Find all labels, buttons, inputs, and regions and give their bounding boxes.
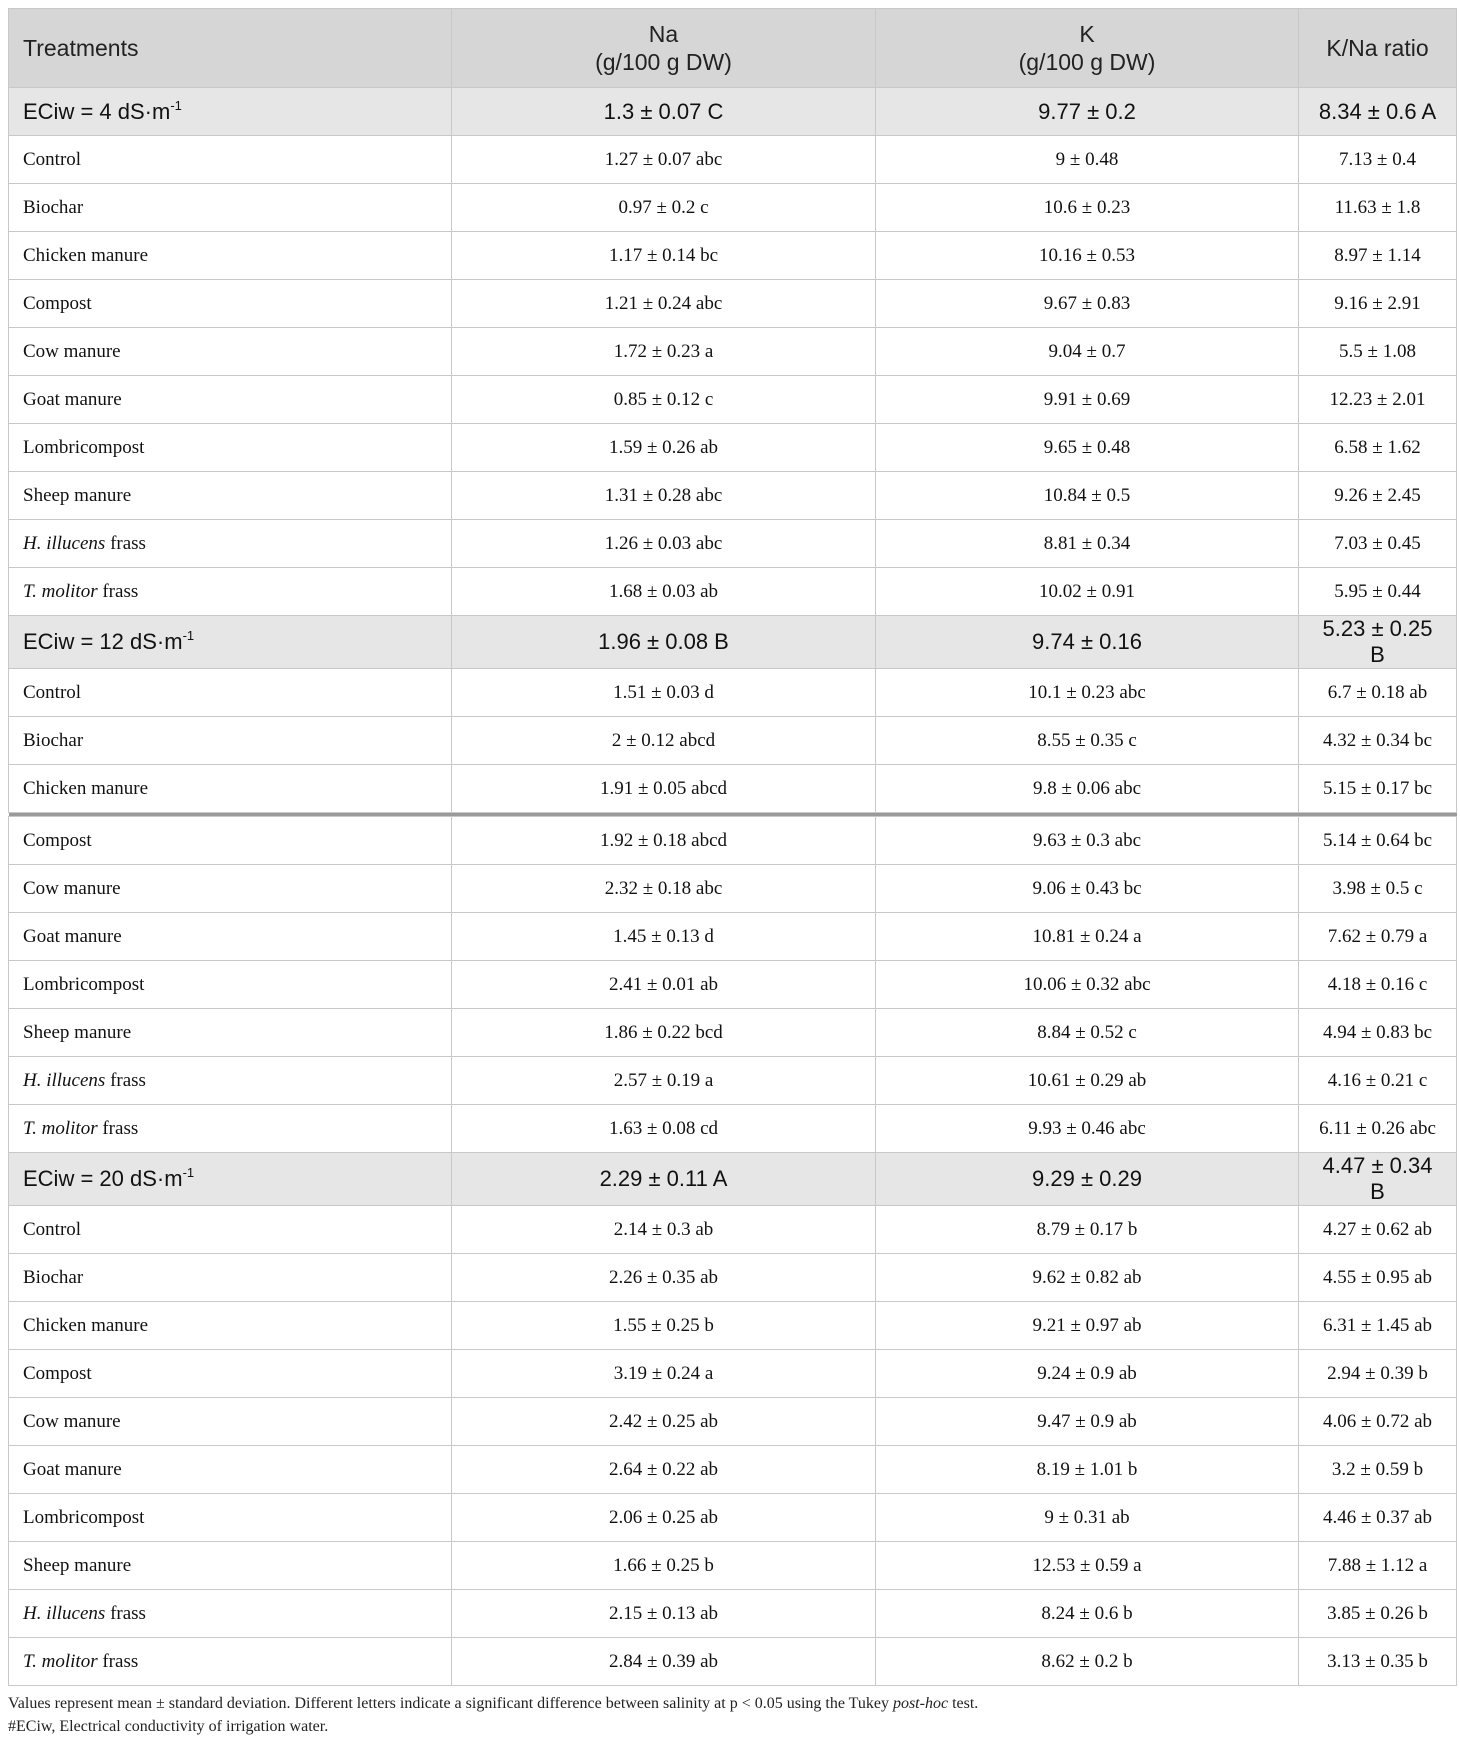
na-value: 1.66 ± 0.25 b bbox=[452, 1542, 876, 1590]
treatment-name bbox=[9, 520, 452, 568]
treatment-name-suffix: frass bbox=[97, 1117, 139, 1139]
k-value: 9.62 ± 0.82 ab bbox=[876, 1254, 1299, 1302]
treatment-name-text: Biochar bbox=[23, 729, 84, 751]
treatment-name-suffix: frass bbox=[105, 1602, 146, 1624]
group-ratio-value: 4.47 ± 0.34 B bbox=[1299, 1153, 1457, 1206]
treatment-name-text: Biochar bbox=[23, 1266, 84, 1288]
treatment-name-text: Sheep manure bbox=[23, 1554, 132, 1576]
na-value: 2.84 ± 0.39 ab bbox=[452, 1638, 876, 1686]
k-value: 10.84 ± 0.5 bbox=[876, 472, 1299, 520]
header-ratio: K/Na ratio bbox=[1299, 9, 1457, 88]
na-value: 2.32 ± 0.18 abc bbox=[452, 865, 876, 913]
table-row bbox=[9, 717, 1457, 765]
k-value: 10.16 ± 0.53 bbox=[876, 232, 1299, 280]
na-value: 1.21 ± 0.24 abc bbox=[452, 280, 876, 328]
k-value: 10.81 ± 0.24 a bbox=[876, 913, 1299, 961]
na-value: 1.86 ± 0.22 bcd bbox=[452, 1009, 876, 1057]
na-value: 1.17 ± 0.14 bc bbox=[452, 232, 876, 280]
ratio-value: 4.32 ± 0.34 bc bbox=[1299, 717, 1457, 765]
k-value: 10.1 ± 0.23 abc bbox=[876, 669, 1299, 717]
ratio-value: 6.31 ± 1.45 ab bbox=[1299, 1302, 1457, 1350]
k-value: 9.63 ± 0.3 abc bbox=[876, 817, 1299, 865]
header-na bbox=[452, 9, 876, 88]
ratio-value: 8.97 ± 1.14 bbox=[1299, 232, 1457, 280]
header-na-title: Na bbox=[648, 21, 679, 47]
group-ratio-value: 5.23 ± 0.25 B bbox=[1299, 616, 1457, 669]
treatment-name-text: Control bbox=[23, 1218, 82, 1240]
k-value: 9.93 ± 0.46 abc bbox=[876, 1105, 1299, 1153]
k-value: 10.61 ± 0.29 ab bbox=[876, 1057, 1299, 1105]
ratio-value: 5.95 ± 0.44 bbox=[1299, 568, 1457, 616]
na-value: 1.92 ± 0.18 abcd bbox=[452, 817, 876, 865]
footnote-stats-text: Values represent mean ± standard deviation. Different letters indicate a significant difference between salinity at p < 0.05 using the Tukey bbox=[8, 1695, 893, 1712]
treatment-name-text: T. molitor bbox=[23, 1117, 98, 1139]
table-row bbox=[9, 865, 1457, 913]
group-k-value: 9.29 ± 0.29 bbox=[876, 1153, 1299, 1206]
ratio-value: 11.63 ± 1.8 bbox=[1299, 184, 1457, 232]
na-value: 1.59 ± 0.26 ab bbox=[452, 424, 876, 472]
na-value: 2.57 ± 0.19 a bbox=[452, 1057, 876, 1105]
k-value: 9.8 ± 0.06 abc bbox=[876, 765, 1299, 813]
table-row bbox=[9, 1446, 1457, 1494]
treatment-name bbox=[9, 232, 452, 280]
table-row bbox=[9, 568, 1457, 616]
footnote-eciw: #ECiw, Electrical conductivity of irrigation water. bbox=[8, 1718, 329, 1735]
table-row bbox=[9, 1350, 1457, 1398]
treatment-name-text: H. illucens bbox=[23, 1602, 106, 1624]
treatment-name-text: Lombricompost bbox=[23, 973, 145, 995]
table-row bbox=[9, 184, 1457, 232]
treatment-name bbox=[9, 1350, 452, 1398]
treatment-name bbox=[9, 1446, 452, 1494]
group-na-value: 2.29 ± 0.11 A bbox=[452, 1153, 876, 1206]
k-value: 9.91 ± 0.69 bbox=[876, 376, 1299, 424]
table-row bbox=[9, 328, 1457, 376]
treatment-name bbox=[9, 1494, 452, 1542]
ratio-value: 7.62 ± 0.79 a bbox=[1299, 913, 1457, 961]
treatment-name-suffix: frass bbox=[105, 1069, 146, 1091]
ratio-value: 6.11 ± 0.26 abc bbox=[1299, 1105, 1457, 1153]
treatment-name bbox=[9, 1009, 452, 1057]
ratio-value: 4.46 ± 0.37 ab bbox=[1299, 1494, 1457, 1542]
treatment-name bbox=[9, 1302, 452, 1350]
ratio-value: 5.5 ± 1.08 bbox=[1299, 328, 1457, 376]
na-value: 2.15 ± 0.13 ab bbox=[452, 1590, 876, 1638]
treatment-name-text: Goat manure bbox=[23, 388, 122, 410]
treatment-name bbox=[9, 913, 452, 961]
header-treatments: Treatments bbox=[9, 9, 452, 88]
k-value: 8.24 ± 0.6 b bbox=[876, 1590, 1299, 1638]
treatment-name bbox=[9, 1398, 452, 1446]
group-label-text: ECiw = 12 dS·m bbox=[23, 629, 183, 654]
k-value: 10.02 ± 0.91 bbox=[876, 568, 1299, 616]
treatment-name-text: Chicken manure bbox=[23, 1314, 149, 1336]
treatment-name-text: Lombricompost bbox=[23, 1506, 145, 1528]
k-value: 9.65 ± 0.48 bbox=[876, 424, 1299, 472]
k-value: 9.04 ± 0.7 bbox=[876, 328, 1299, 376]
table-header-row bbox=[9, 9, 1457, 88]
group-label bbox=[9, 88, 452, 136]
ratio-value: 6.7 ± 0.18 ab bbox=[1299, 669, 1457, 717]
treatment-name-text: Cow manure bbox=[23, 340, 121, 362]
na-value: 1.31 ± 0.28 abc bbox=[452, 472, 876, 520]
header-k-unit: (g/100 g DW) bbox=[1018, 49, 1156, 75]
k-value: 9.47 ± 0.9 ab bbox=[876, 1398, 1299, 1446]
treatment-name-suffix: frass bbox=[105, 532, 146, 554]
k-value: 8.79 ± 0.17 b bbox=[876, 1206, 1299, 1254]
group-label-exponent: -1 bbox=[170, 97, 182, 113]
treatment-name-text: T. molitor bbox=[23, 1650, 98, 1672]
treatment-name-text: Cow manure bbox=[23, 877, 121, 899]
table-row bbox=[9, 1542, 1457, 1590]
treatment-name bbox=[9, 424, 452, 472]
ratio-value: 4.94 ± 0.83 bc bbox=[1299, 1009, 1457, 1057]
ratio-value: 4.18 ± 0.16 c bbox=[1299, 961, 1457, 1009]
group-label-exponent: -1 bbox=[182, 1165, 195, 1180]
treatment-name-text: Goat manure bbox=[23, 1458, 122, 1480]
ratio-value: 3.13 ± 0.35 b bbox=[1299, 1638, 1457, 1686]
group-na-value: 1.96 ± 0.08 B bbox=[452, 616, 876, 669]
ratio-value: 4.55 ± 0.95 ab bbox=[1299, 1254, 1457, 1302]
k-value: 9.24 ± 0.9 ab bbox=[876, 1350, 1299, 1398]
na-value: 1.51 ± 0.03 d bbox=[452, 669, 876, 717]
k-value: 8.55 ± 0.35 c bbox=[876, 717, 1299, 765]
header-k-title: K bbox=[1079, 21, 1095, 47]
table-row bbox=[9, 1009, 1457, 1057]
table-row bbox=[9, 472, 1457, 520]
ratio-value: 3.85 ± 0.26 b bbox=[1299, 1590, 1457, 1638]
treatment-name bbox=[9, 765, 452, 813]
treatment-name-text: Control bbox=[23, 148, 82, 170]
table-body bbox=[9, 88, 1457, 1686]
table-row bbox=[9, 1590, 1457, 1638]
ratio-value: 7.13 ± 0.4 bbox=[1299, 136, 1457, 184]
k-value: 10.06 ± 0.32 abc bbox=[876, 961, 1299, 1009]
treatment-name bbox=[9, 568, 452, 616]
treatment-name bbox=[9, 1542, 452, 1590]
ratio-value: 6.58 ± 1.62 bbox=[1299, 424, 1457, 472]
group-label-text: ECiw = 20 dS·m bbox=[23, 1166, 183, 1191]
ratio-value: 12.23 ± 2.01 bbox=[1299, 376, 1457, 424]
table-row bbox=[9, 136, 1457, 184]
treatment-name bbox=[9, 184, 452, 232]
table-row bbox=[9, 1638, 1457, 1686]
table-row bbox=[9, 961, 1457, 1009]
k-value: 9 ± 0.31 ab bbox=[876, 1494, 1299, 1542]
footnotes bbox=[8, 1692, 1448, 1738]
treatment-name bbox=[9, 1638, 452, 1686]
treatment-name-text: Sheep manure bbox=[23, 484, 132, 506]
footnote-stats bbox=[8, 1692, 1448, 1715]
group-label bbox=[9, 1153, 452, 1206]
ratio-value: 3.2 ± 0.59 b bbox=[1299, 1446, 1457, 1494]
na-value: 1.27 ± 0.07 abc bbox=[452, 136, 876, 184]
table-row bbox=[9, 1206, 1457, 1254]
ratio-value: 4.27 ± 0.62 ab bbox=[1299, 1206, 1457, 1254]
treatment-name bbox=[9, 961, 452, 1009]
na-value: 2.42 ± 0.25 ab bbox=[452, 1398, 876, 1446]
treatment-name bbox=[9, 280, 452, 328]
treatment-name bbox=[9, 472, 452, 520]
group-ratio-value: 8.34 ± 0.6 A bbox=[1299, 88, 1457, 136]
treatment-name-text: H. illucens bbox=[23, 532, 106, 554]
na-value: 1.63 ± 0.08 cd bbox=[452, 1105, 876, 1153]
table-row bbox=[9, 1057, 1457, 1105]
treatment-name bbox=[9, 1254, 452, 1302]
treatment-name-text: Biochar bbox=[23, 196, 84, 218]
ratio-value: 4.06 ± 0.72 ab bbox=[1299, 1398, 1457, 1446]
na-value: 1.26 ± 0.03 abc bbox=[452, 520, 876, 568]
na-value: 1.68 ± 0.03 ab bbox=[452, 568, 876, 616]
table-row bbox=[9, 817, 1457, 865]
table-row bbox=[9, 232, 1457, 280]
k-value: 8.19 ± 1.01 b bbox=[876, 1446, 1299, 1494]
ratio-value: 5.15 ± 0.17 bc bbox=[1299, 765, 1457, 813]
treatment-name-text: Cow manure bbox=[23, 1410, 121, 1432]
data-table bbox=[8, 8, 1457, 1686]
treatment-name bbox=[9, 328, 452, 376]
ratio-value: 3.98 ± 0.5 c bbox=[1299, 865, 1457, 913]
group-row bbox=[9, 88, 1457, 136]
na-value: 2.41 ± 0.01 ab bbox=[452, 961, 876, 1009]
na-value: 1.91 ± 0.05 abcd bbox=[452, 765, 876, 813]
treatment-name bbox=[9, 865, 452, 913]
table-row bbox=[9, 520, 1457, 568]
k-value: 12.53 ± 0.59 a bbox=[876, 1542, 1299, 1590]
treatment-name-text: Sheep manure bbox=[23, 1021, 132, 1043]
na-value: 1.55 ± 0.25 b bbox=[452, 1302, 876, 1350]
na-value: 1.45 ± 0.13 d bbox=[452, 913, 876, 961]
k-value: 8.81 ± 0.34 bbox=[876, 520, 1299, 568]
table-container bbox=[8, 8, 1456, 1686]
table-row bbox=[9, 765, 1457, 813]
treatment-name-text: Goat manure bbox=[23, 925, 122, 947]
group-k-value: 9.74 ± 0.16 bbox=[876, 616, 1299, 669]
k-value: 9 ± 0.48 bbox=[876, 136, 1299, 184]
table-row bbox=[9, 1398, 1457, 1446]
treatment-name-text: Compost bbox=[23, 292, 92, 314]
table-row bbox=[9, 669, 1457, 717]
na-value: 1.72 ± 0.23 a bbox=[452, 328, 876, 376]
footnote-posthoc: post-hoc bbox=[892, 1695, 949, 1712]
group-label-exponent: -1 bbox=[182, 628, 195, 643]
na-value: 2.06 ± 0.25 ab bbox=[452, 1494, 876, 1542]
k-value: 9.06 ± 0.43 bc bbox=[876, 865, 1299, 913]
treatment-name-text: Compost bbox=[23, 1362, 92, 1384]
k-value: 10.6 ± 0.23 bbox=[876, 184, 1299, 232]
treatment-name-text: Chicken manure bbox=[23, 244, 149, 266]
k-value: 9.21 ± 0.97 ab bbox=[876, 1302, 1299, 1350]
treatment-name-text: Control bbox=[23, 681, 82, 703]
na-value: 3.19 ± 0.24 a bbox=[452, 1350, 876, 1398]
ratio-value: 9.26 ± 2.45 bbox=[1299, 472, 1457, 520]
treatment-name bbox=[9, 1206, 452, 1254]
treatment-name bbox=[9, 1590, 452, 1638]
table-row bbox=[9, 424, 1457, 472]
treatment-name bbox=[9, 817, 452, 865]
treatment-name-suffix: frass bbox=[97, 580, 139, 602]
group-na-value: 1.3 ± 0.07 C bbox=[452, 88, 876, 136]
k-value: 9.67 ± 0.83 bbox=[876, 280, 1299, 328]
footnote-stats-end: test. bbox=[948, 1695, 979, 1712]
na-value: 0.97 ± 0.2 c bbox=[452, 184, 876, 232]
table-row bbox=[9, 1494, 1457, 1542]
table-row bbox=[9, 280, 1457, 328]
table-row bbox=[9, 1254, 1457, 1302]
group-row bbox=[9, 1153, 1457, 1206]
treatment-name-text: Chicken manure bbox=[23, 777, 149, 799]
treatment-name bbox=[9, 669, 452, 717]
header-k bbox=[876, 9, 1299, 88]
na-value: 2 ± 0.12 abcd bbox=[452, 717, 876, 765]
na-value: 2.26 ± 0.35 ab bbox=[452, 1254, 876, 1302]
ratio-value: 2.94 ± 0.39 b bbox=[1299, 1350, 1457, 1398]
treatment-name bbox=[9, 1057, 452, 1105]
k-value: 8.62 ± 0.2 b bbox=[876, 1638, 1299, 1686]
ratio-value: 7.03 ± 0.45 bbox=[1299, 520, 1457, 568]
k-value: 8.84 ± 0.52 c bbox=[876, 1009, 1299, 1057]
treatment-name-suffix: frass bbox=[97, 1650, 139, 1672]
na-value: 2.64 ± 0.22 ab bbox=[452, 1446, 876, 1494]
group-k-value: 9.77 ± 0.2 bbox=[876, 88, 1299, 136]
na-value: 2.14 ± 0.3 ab bbox=[452, 1206, 876, 1254]
treatment-name bbox=[9, 136, 452, 184]
ratio-value: 4.16 ± 0.21 c bbox=[1299, 1057, 1457, 1105]
na-value: 0.85 ± 0.12 c bbox=[452, 376, 876, 424]
table-row bbox=[9, 1105, 1457, 1153]
ratio-value: 7.88 ± 1.12 a bbox=[1299, 1542, 1457, 1590]
treatment-name bbox=[9, 717, 452, 765]
table-row bbox=[9, 376, 1457, 424]
group-row bbox=[9, 616, 1457, 669]
treatment-name bbox=[9, 1105, 452, 1153]
treatment-name-text: T. molitor bbox=[23, 580, 98, 602]
table-row bbox=[9, 913, 1457, 961]
treatment-name-text: H. illucens bbox=[23, 1069, 106, 1091]
ratio-value: 9.16 ± 2.91 bbox=[1299, 280, 1457, 328]
ratio-value: 5.14 ± 0.64 bc bbox=[1299, 817, 1457, 865]
treatment-name bbox=[9, 376, 452, 424]
group-label-text: ECiw = 4 dS·m bbox=[23, 98, 171, 124]
table-row bbox=[9, 1302, 1457, 1350]
group-label bbox=[9, 616, 452, 669]
treatment-name-text: Compost bbox=[23, 829, 92, 851]
treatment-name-text: Lombricompost bbox=[23, 436, 145, 458]
header-na-unit: (g/100 g DW) bbox=[595, 49, 732, 75]
